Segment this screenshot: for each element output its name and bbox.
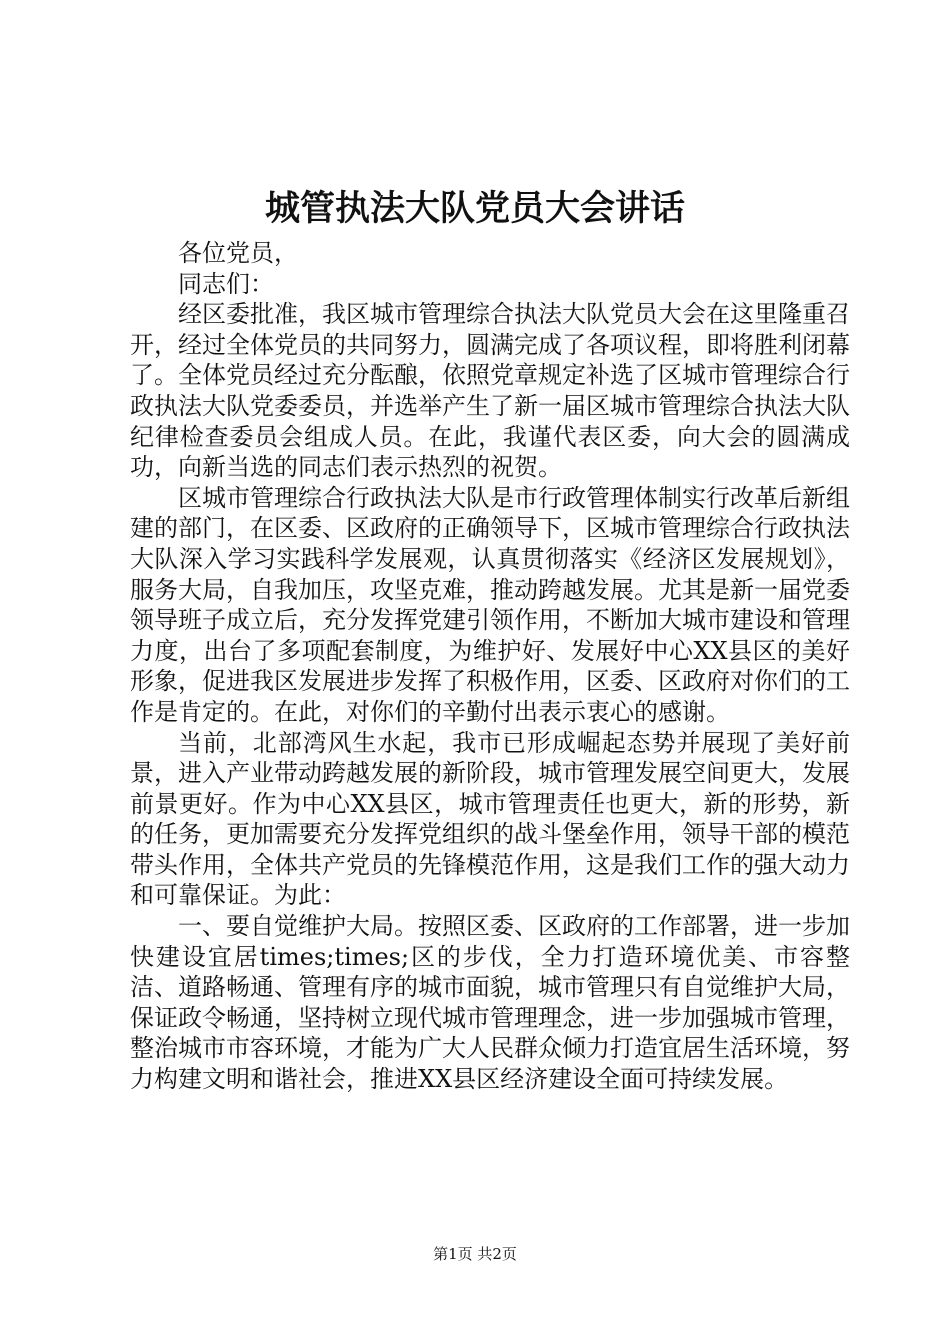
paragraph-opening: 经区委批准，我区城市管理综合执法大队党员大会在这里隆重召开，经过全体党员的共同努力，圆满完成了各项议程，即将胜利闭幕了。全体党员经过充分酝酿，依照党章规定补选了区城市管理综合行政执法大队党委委员，并选举产生了新一届区城市管理综合执法大队纪律检查委员会组成人员。在此，我谨代表区委，向大会的圆满成功，向新当选的同志们表示热烈的祝贺。 <box>130 300 850 482</box>
paragraph-achievements: 区城市管理综合行政执法大队是市行政管理体制实行改革后新组建的部门，在区委、区政府的正确领导下，区城市管理综合行政执法大队深入学习实践科学发展观，认真贯彻落实《经济区发展规划》，服务大局，自我加压，攻坚克难，推动跨越发展。尤其是新一届党委领导班子成立后，充分发挥党建引领作用，不断加大城市建设和管理力度，出台了多项配套制度，为维护好、发展好中心XX县区的美好形象，促进我区发展进步发挥了积极作用，区委、区政府对你们的工作是肯定的。在此，对你们的辛勤付出表示衷心的感谢。 <box>130 483 850 726</box>
document-title: 城管执法大队党员大会讲话 <box>264 188 685 229</box>
paragraph-point-one: 一、要自觉维护大局。按照区委、区政府的工作部署，进一步加快建设宜居times;times;区的步伐，全力打造环境优美、市容整洁、道路畅通、管理有序的城市面貌，城市管理只有自觉维护大局，保证政令畅通，坚持树立现代城市管理理念，进一步加强城市管理，整治城市市容环境，才能为广大人民群众倾力打造宜居生活环境，努力构建文明和谐社会，推进XX县区经济建设全面可持续发展。 <box>130 912 850 1094</box>
salutation-party-members: 各位党员， <box>178 239 298 267</box>
paragraph-situation: 当前，北部湾风生水起，我市已形成崛起态势并展现了美好前景，进入产业带动跨越发展的新阶段，城市管理发展空间更大，发展前景更好。作为中心XX县区，城市管理责任也更大，新的形势，新的任务，更加需要充分发挥党组织的战斗堡垒作用，领导干部的模范带头作用，全体共产党员的先锋模范作用，这是我们工作的强大动力和可靠保证。为此： <box>130 728 850 910</box>
salutation-comrades: 同志们： <box>178 269 274 298</box>
page-footer: 第1页 共2页 <box>433 1245 517 1263</box>
document-body <box>130 238 850 1095</box>
